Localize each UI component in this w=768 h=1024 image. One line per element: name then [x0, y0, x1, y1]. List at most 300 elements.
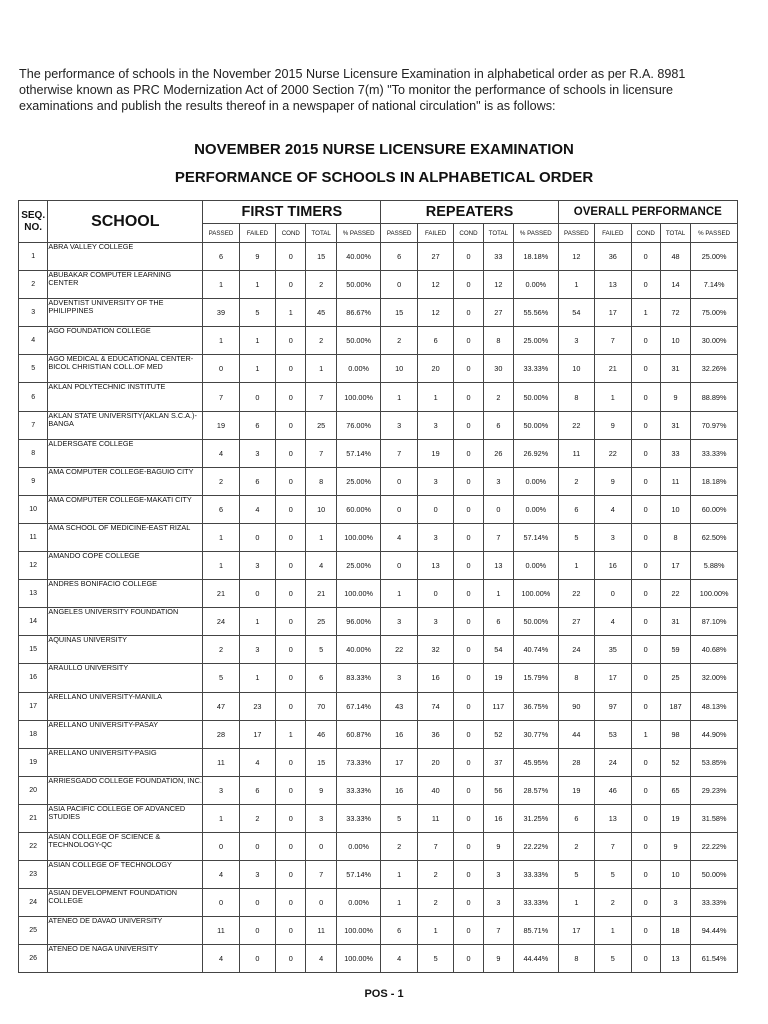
overall-value-cell: 29.23% — [691, 776, 738, 804]
overall-value-cell: 0 — [631, 383, 660, 411]
overall-value-cell: 22 — [595, 439, 631, 467]
first-value-cell: 57.14% — [336, 861, 381, 889]
overall-value-cell: 22.22% — [691, 832, 738, 860]
first-value-cell: 4 — [306, 552, 336, 580]
overall-value-cell: 4 — [595, 608, 631, 636]
repeat-value-cell: 5 — [381, 804, 417, 832]
repeat-value-cell: 40.74% — [514, 636, 559, 664]
repeat-value-cell: 0 — [454, 608, 483, 636]
overall-value-cell: 0 — [631, 889, 660, 917]
first-value-cell: 21 — [306, 580, 336, 608]
school-performance-table — [18, 200, 738, 973]
overall-value-cell: 98 — [660, 720, 690, 748]
repeat-value-cell: 2 — [417, 889, 453, 917]
overall-value-cell: 0 — [631, 664, 660, 692]
overall-value-cell: 12 — [558, 243, 594, 271]
school-header: SCHOOL — [48, 201, 203, 243]
first-value-cell: 0.00% — [336, 355, 381, 383]
school-name-cell: ASIAN COLLEGE OF TECHNOLOGY — [48, 861, 203, 889]
overall-value-cell: 0 — [631, 467, 660, 495]
first-value-cell: 33.33% — [336, 804, 381, 832]
overall-performance-header: OVERALL PERFORMANCE — [558, 201, 737, 224]
first-value-cell: 0 — [276, 243, 306, 271]
overall-value-cell: 2 — [558, 832, 594, 860]
overall-value-cell: 0 — [631, 411, 660, 439]
first-value-cell: 0 — [203, 355, 239, 383]
repeat-value-cell: 0.00% — [514, 552, 559, 580]
repeat-value-cell: 40 — [417, 776, 453, 804]
first-subheader: % PASSED — [336, 224, 381, 243]
table-row — [19, 327, 738, 355]
overall-value-cell: 36 — [595, 243, 631, 271]
overall-value-cell: 0 — [631, 608, 660, 636]
school-name-cell: ATENEO DE NAGA UNIVERSITY — [48, 945, 203, 973]
first-value-cell: 11 — [203, 917, 239, 945]
overall-value-cell: 31.58% — [691, 804, 738, 832]
repeat-value-cell: 12 — [417, 299, 453, 327]
repeat-value-cell: 26.92% — [514, 439, 559, 467]
repeat-value-cell: 6 — [381, 917, 417, 945]
first-value-cell: 83.33% — [336, 664, 381, 692]
overall-value-cell: 28 — [558, 748, 594, 776]
overall-value-cell: 3 — [595, 523, 631, 551]
repeat-value-cell: 0 — [381, 467, 417, 495]
first-value-cell: 0 — [239, 945, 275, 973]
overall-value-cell: 33 — [660, 439, 690, 467]
repeat-value-cell: 0 — [454, 889, 483, 917]
overall-value-cell: 17 — [595, 664, 631, 692]
repeat-value-cell: 32 — [417, 636, 453, 664]
school-name-cell: AKLAN STATE UNIVERSITY(AKLAN S.C.A.)-BANGA — [48, 411, 203, 439]
overall-value-cell: 13 — [660, 945, 690, 973]
overall-value-cell: 7 — [595, 832, 631, 860]
first-value-cell: 25 — [306, 608, 336, 636]
school-name-cell: ALDERSGATE COLLEGE — [48, 439, 203, 467]
repeat-value-cell: 13 — [417, 552, 453, 580]
overall-value-cell: 22 — [558, 580, 594, 608]
repeat-value-cell: 16 — [381, 720, 417, 748]
repeat-value-cell: 85.71% — [514, 917, 559, 945]
overall-value-cell: 11 — [660, 467, 690, 495]
seq-no-cell: 1 — [19, 243, 48, 271]
first-value-cell: 6 — [239, 467, 275, 495]
repeat-value-cell: 15.79% — [514, 664, 559, 692]
page-footer: POS - 1 — [364, 988, 404, 1000]
first-value-cell: 7 — [306, 383, 336, 411]
school-name-cell: ABRA VALLEY COLLEGE — [48, 243, 203, 271]
overall-value-cell: 54 — [558, 299, 594, 327]
overall-value-cell: 1 — [595, 917, 631, 945]
exam-title: NOVEMBER 2015 NURSE LICENSURE EXAMINATION — [194, 141, 574, 158]
school-name-cell: ASIAN DEVELOPMENT FOUNDATION COLLEGE — [48, 889, 203, 917]
repeat-value-cell: 16 — [381, 776, 417, 804]
first-value-cell: 0 — [276, 439, 306, 467]
repeat-value-cell: 15 — [381, 299, 417, 327]
overall-value-cell: 1 — [558, 889, 594, 917]
first-value-cell: 15 — [306, 748, 336, 776]
overall-value-cell: 16 — [595, 552, 631, 580]
first-value-cell: 100.00% — [336, 580, 381, 608]
first-value-cell: 46 — [306, 720, 336, 748]
first-subheader: COND — [276, 224, 306, 243]
repeat-subheader: FAILED — [417, 224, 453, 243]
repeat-value-cell: 0 — [417, 495, 453, 523]
first-value-cell: 0 — [276, 889, 306, 917]
repeat-value-cell: 2 — [381, 832, 417, 860]
overall-value-cell: 70.97% — [691, 411, 738, 439]
repeat-value-cell: 2 — [483, 383, 513, 411]
repeat-value-cell: 0 — [454, 917, 483, 945]
overall-value-cell: 100.00% — [691, 580, 738, 608]
overall-value-cell: 2 — [558, 467, 594, 495]
repeat-value-cell: 36 — [417, 720, 453, 748]
repeat-value-cell: 27 — [483, 299, 513, 327]
table-row — [19, 917, 738, 945]
overall-value-cell: 1 — [631, 299, 660, 327]
overall-value-cell: 46 — [595, 776, 631, 804]
overall-value-cell: 0 — [631, 636, 660, 664]
first-value-cell: 0 — [276, 636, 306, 664]
overall-value-cell: 88.89% — [691, 383, 738, 411]
first-value-cell: 0 — [276, 271, 306, 299]
first-value-cell: 0 — [276, 327, 306, 355]
overall-value-cell: 30.00% — [691, 327, 738, 355]
overall-value-cell: 53 — [595, 720, 631, 748]
first-value-cell: 3 — [239, 552, 275, 580]
seq-no-cell: 21 — [19, 804, 48, 832]
repeat-value-cell: 20 — [417, 355, 453, 383]
first-value-cell: 1 — [239, 664, 275, 692]
overall-value-cell: 48 — [660, 243, 690, 271]
repeat-value-cell: 33.33% — [514, 861, 559, 889]
first-value-cell: 2 — [203, 636, 239, 664]
seq-no-header: SEQ. NO. — [19, 201, 48, 243]
overall-value-cell: 53.85% — [691, 748, 738, 776]
school-name-cell: ARAULLO UNIVERSITY — [48, 664, 203, 692]
overall-value-cell: 1 — [558, 271, 594, 299]
overall-value-cell: 5 — [558, 861, 594, 889]
first-value-cell: 0 — [276, 776, 306, 804]
overall-value-cell: 0 — [631, 832, 660, 860]
table-row — [19, 861, 738, 889]
school-name-cell: ARELLANO UNIVERSITY-PASAY — [48, 720, 203, 748]
first-value-cell: 2 — [306, 271, 336, 299]
first-value-cell: 5 — [203, 664, 239, 692]
first-subheader: PASSED — [203, 224, 239, 243]
repeat-value-cell: 3 — [417, 411, 453, 439]
table-row — [19, 608, 738, 636]
overall-value-cell: 60.00% — [691, 495, 738, 523]
repeat-value-cell: 30 — [483, 355, 513, 383]
repeat-value-cell: 3 — [417, 467, 453, 495]
overall-value-cell: 5.88% — [691, 552, 738, 580]
first-value-cell: 0 — [276, 580, 306, 608]
first-value-cell: 0 — [203, 889, 239, 917]
first-value-cell: 0 — [306, 889, 336, 917]
repeat-value-cell: 1 — [417, 917, 453, 945]
overall-value-cell: 61.54% — [691, 945, 738, 973]
first-value-cell: 50.00% — [336, 271, 381, 299]
first-value-cell: 0 — [203, 832, 239, 860]
first-value-cell: 6 — [203, 243, 239, 271]
seq-no-cell: 13 — [19, 580, 48, 608]
repeat-value-cell: 0 — [381, 271, 417, 299]
repeat-value-cell: 45.95% — [514, 748, 559, 776]
repeat-value-cell: 6 — [483, 608, 513, 636]
overall-value-cell: 10 — [558, 355, 594, 383]
repeat-value-cell: 6 — [483, 411, 513, 439]
first-value-cell: 3 — [239, 439, 275, 467]
table-row — [19, 495, 738, 523]
first-value-cell: 9 — [239, 243, 275, 271]
overall-value-cell: 6 — [558, 495, 594, 523]
repeat-value-cell: 57.14% — [514, 523, 559, 551]
repeat-value-cell: 7 — [417, 832, 453, 860]
first-value-cell: 8 — [306, 467, 336, 495]
first-subheader: TOTAL — [306, 224, 336, 243]
seq-no-cell: 23 — [19, 861, 48, 889]
repeat-value-cell: 3 — [417, 608, 453, 636]
first-value-cell: 0 — [276, 748, 306, 776]
first-value-cell: 100.00% — [336, 917, 381, 945]
repeat-value-cell: 18.18% — [514, 243, 559, 271]
overall-value-cell: 11 — [558, 439, 594, 467]
first-value-cell: 0 — [276, 552, 306, 580]
overall-value-cell: 17 — [558, 917, 594, 945]
repeat-value-cell: 0 — [454, 945, 483, 973]
repeat-value-cell: 1 — [381, 580, 417, 608]
overall-value-cell: 0 — [631, 439, 660, 467]
first-value-cell: 9 — [306, 776, 336, 804]
repeat-value-cell: 10 — [381, 355, 417, 383]
table-row — [19, 383, 738, 411]
repeat-value-cell: 50.00% — [514, 608, 559, 636]
repeat-value-cell: 4 — [381, 945, 417, 973]
overall-value-cell: 19 — [660, 804, 690, 832]
repeat-value-cell: 26 — [483, 439, 513, 467]
overall-value-cell: 1 — [558, 552, 594, 580]
overall-value-cell: 5 — [558, 523, 594, 551]
seq-no-cell: 4 — [19, 327, 48, 355]
first-value-cell: 6 — [239, 411, 275, 439]
overall-value-cell: 25.00% — [691, 243, 738, 271]
first-value-cell: 0 — [239, 383, 275, 411]
repeat-value-cell: 28.57% — [514, 776, 559, 804]
seq-no-cell: 3 — [19, 299, 48, 327]
first-value-cell: 28 — [203, 720, 239, 748]
repeat-value-cell: 0 — [454, 495, 483, 523]
overall-value-cell: 33.33% — [691, 889, 738, 917]
first-value-cell: 6 — [203, 495, 239, 523]
first-value-cell: 3 — [203, 776, 239, 804]
repeat-value-cell: 7 — [483, 523, 513, 551]
first-value-cell: 2 — [306, 327, 336, 355]
repeat-value-cell: 3 — [483, 861, 513, 889]
first-value-cell: 0 — [239, 917, 275, 945]
repeat-value-cell: 20 — [417, 748, 453, 776]
overall-value-cell: 0 — [631, 523, 660, 551]
repeat-value-cell: 3 — [381, 608, 417, 636]
repeat-value-cell: 100.00% — [514, 580, 559, 608]
first-value-cell: 1 — [306, 523, 336, 551]
seq-no-cell: 6 — [19, 383, 48, 411]
first-value-cell: 40.00% — [336, 636, 381, 664]
repeat-subheader: PASSED — [381, 224, 417, 243]
overall-value-cell: 1 — [631, 720, 660, 748]
first-timers-header: FIRST TIMERS — [203, 201, 381, 224]
overall-value-cell: 19 — [558, 776, 594, 804]
repeat-value-cell: 0.00% — [514, 495, 559, 523]
first-value-cell: 0 — [239, 832, 275, 860]
school-name-cell: ADVENTIST UNIVERSITY OF THE PHILIPPINES — [48, 299, 203, 327]
repeat-value-cell: 25.00% — [514, 327, 559, 355]
repeat-value-cell: 33.33% — [514, 355, 559, 383]
first-value-cell: 4 — [306, 945, 336, 973]
overall-value-cell: 8 — [558, 664, 594, 692]
table-row — [19, 720, 738, 748]
repeat-value-cell: 4 — [381, 523, 417, 551]
overall-value-cell: 9 — [595, 411, 631, 439]
table-row — [19, 580, 738, 608]
repeat-value-cell: 7 — [381, 439, 417, 467]
seq-no-cell: 26 — [19, 945, 48, 973]
overall-value-cell: 17 — [660, 552, 690, 580]
repeat-value-cell: 55.56% — [514, 299, 559, 327]
first-subheader: FAILED — [239, 224, 275, 243]
table-row — [19, 804, 738, 832]
overall-value-cell: 44.90% — [691, 720, 738, 748]
first-value-cell: 0 — [276, 804, 306, 832]
first-value-cell: 3 — [306, 804, 336, 832]
repeat-value-cell: 2 — [381, 327, 417, 355]
first-value-cell: 57.14% — [336, 439, 381, 467]
table-row — [19, 523, 738, 551]
overall-value-cell: 31 — [660, 355, 690, 383]
first-value-cell: 0 — [276, 411, 306, 439]
overall-subheader: FAILED — [595, 224, 631, 243]
repeat-value-cell: 31.25% — [514, 804, 559, 832]
overall-value-cell: 5 — [595, 945, 631, 973]
overall-value-cell: 0 — [631, 580, 660, 608]
first-value-cell: 39 — [203, 299, 239, 327]
seq-no-cell: 7 — [19, 411, 48, 439]
school-name-cell: AGO FOUNDATION COLLEGE — [48, 327, 203, 355]
first-value-cell: 0 — [239, 580, 275, 608]
repeat-value-cell: 0 — [454, 832, 483, 860]
school-name-cell: AMA COMPUTER COLLEGE-MAKATI CITY — [48, 495, 203, 523]
overall-value-cell: 14 — [660, 271, 690, 299]
first-value-cell: 0 — [276, 945, 306, 973]
repeat-subheader: COND — [454, 224, 483, 243]
table-row — [19, 832, 738, 860]
overall-value-cell: 44 — [558, 720, 594, 748]
overall-value-cell: 0 — [631, 495, 660, 523]
first-value-cell: 100.00% — [336, 945, 381, 973]
seq-no-cell: 16 — [19, 664, 48, 692]
school-name-cell: ASIA PACIFIC COLLEGE OF ADVANCED STUDIES — [48, 804, 203, 832]
repeat-value-cell: 50.00% — [514, 383, 559, 411]
overall-value-cell: 0 — [631, 327, 660, 355]
first-value-cell: 1 — [239, 355, 275, 383]
repeat-value-cell: 30.77% — [514, 720, 559, 748]
overall-value-cell: 22 — [558, 411, 594, 439]
overall-value-cell: 9 — [660, 832, 690, 860]
overall-value-cell: 18.18% — [691, 467, 738, 495]
table-row — [19, 945, 738, 973]
repeat-value-cell: 6 — [381, 243, 417, 271]
seq-no-cell: 5 — [19, 355, 48, 383]
school-name-cell: ARRIESGADO COLLEGE FOUNDATION, INC. — [48, 776, 203, 804]
repeat-value-cell: 0 — [454, 327, 483, 355]
school-name-cell: ASIAN COLLEGE OF SCIENCE & TECHNOLOGY-QC — [48, 832, 203, 860]
repeat-value-cell: 1 — [381, 383, 417, 411]
first-value-cell: 100.00% — [336, 383, 381, 411]
first-value-cell: 7 — [306, 861, 336, 889]
school-name-cell: AMANDO COPE COLLEGE — [48, 552, 203, 580]
first-value-cell: 10 — [306, 495, 336, 523]
repeat-value-cell: 0.00% — [514, 271, 559, 299]
repeat-value-cell: 52 — [483, 720, 513, 748]
repeat-value-cell: 33.33% — [514, 889, 559, 917]
repeat-value-cell: 0 — [454, 271, 483, 299]
first-value-cell: 7 — [306, 439, 336, 467]
table-row — [19, 552, 738, 580]
repeat-value-cell: 0 — [454, 467, 483, 495]
table-row — [19, 467, 738, 495]
first-value-cell: 1 — [203, 552, 239, 580]
table-row — [19, 889, 738, 917]
table-row — [19, 355, 738, 383]
school-name-cell: AGO MEDICAL & EDUCATIONAL CENTER-BICOL CHRISTIAN COLL.OF MED — [48, 355, 203, 383]
seq-no-cell: 8 — [19, 439, 48, 467]
overall-value-cell: 187 — [660, 692, 690, 720]
first-value-cell: 86.67% — [336, 299, 381, 327]
first-value-cell: 60.87% — [336, 720, 381, 748]
first-value-cell: 0 — [276, 692, 306, 720]
table-row — [19, 748, 738, 776]
first-value-cell: 0 — [276, 523, 306, 551]
repeat-value-cell: 3 — [381, 411, 417, 439]
seq-no-cell: 25 — [19, 917, 48, 945]
repeat-value-cell: 3 — [483, 889, 513, 917]
first-value-cell: 5 — [306, 636, 336, 664]
repeat-value-cell: 0 — [381, 495, 417, 523]
school-name-cell: AQUINAS UNIVERSITY — [48, 636, 203, 664]
overall-value-cell: 25 — [660, 664, 690, 692]
seq-no-cell: 22 — [19, 832, 48, 860]
school-name-cell: ATENEO DE DAVAO UNIVERSITY — [48, 917, 203, 945]
repeat-subheader: % PASSED — [514, 224, 559, 243]
school-name-cell: AMA SCHOOL OF MEDICINE-EAST RIZAL — [48, 523, 203, 551]
table-row — [19, 636, 738, 664]
repeat-value-cell: 27 — [417, 243, 453, 271]
seq-no-cell: 20 — [19, 776, 48, 804]
repeat-value-cell: 0 — [454, 355, 483, 383]
repeat-value-cell: 0 — [454, 439, 483, 467]
overall-value-cell: 0 — [631, 748, 660, 776]
overall-value-cell: 13 — [595, 804, 631, 832]
repeat-value-cell: 0 — [381, 552, 417, 580]
overall-value-cell: 0 — [631, 804, 660, 832]
overall-subheader: TOTAL — [660, 224, 690, 243]
first-value-cell: 21 — [203, 580, 239, 608]
repeat-value-cell: 0 — [454, 776, 483, 804]
repeat-value-cell: 117 — [483, 692, 513, 720]
table-row — [19, 776, 738, 804]
overall-value-cell: 40.68% — [691, 636, 738, 664]
repeat-value-cell: 0 — [483, 495, 513, 523]
repeat-value-cell: 13 — [483, 552, 513, 580]
